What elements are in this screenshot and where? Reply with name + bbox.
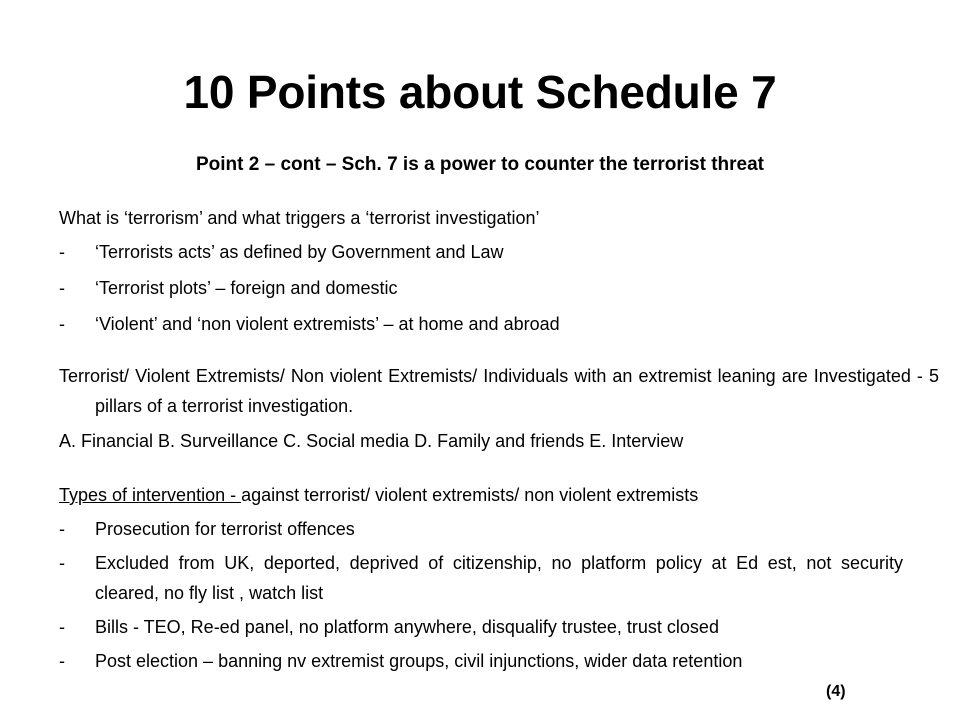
slide-subtitle: Point 2 – cont – Sch. 7 is a power to counter the terrorist threat	[195, 154, 764, 175]
definition-text: ‘Terrorists acts’ as defined by Government and Law	[95, 242, 504, 262]
interventions-heading-underlined: Types of intervention -	[59, 485, 242, 505]
slide-title: 10 Points about Schedule 7	[183, 66, 777, 118]
intervention-text: Post election – banning nv extremist groups, civil injunctions, wider data retention	[95, 651, 743, 671]
bullet-dash: -	[59, 242, 65, 262]
intervention-text: Prosecution for terrorist offences	[95, 519, 355, 539]
definition-text: ‘Violent’ and ‘non violent extremists’ – at home and abroad	[95, 314, 560, 334]
bullet-dash: -	[59, 553, 65, 573]
page-number: (4)	[826, 683, 846, 700]
bullet-dash: -	[59, 278, 65, 298]
bullet-dash: -	[59, 519, 65, 539]
question-text: What is ‘terrorism’ and what triggers a ‘terrorist investigation’	[59, 208, 540, 228]
definition-text: ‘Terrorist plots’ – foreign and domestic	[95, 278, 398, 298]
interventions-heading-rest: against terrorist/ violent extremists/ non violent extremists	[241, 485, 699, 505]
intervention-item	[59, 548, 903, 608]
bullet-dash: -	[59, 314, 65, 334]
interventions-heading	[59, 480, 698, 510]
intervention-text: Excluded from UK, deported, deprived of citizenship, no platform policy at Ed est, not security cleared, no fly list , watch list	[95, 553, 903, 603]
bullet-dash: -	[59, 651, 65, 671]
bullet-dash: -	[59, 617, 65, 637]
pillars-text: A. Financial B. Surveillance C. Social media D. Family and friends E. Interview	[59, 431, 684, 451]
intervention-text: Bills - TEO, Re-ed panel, no platform anywhere, disqualify trustee, trust closed	[95, 617, 719, 637]
investigation-paragraph: Terrorist/ Violent Extremists/ Non violent Extremists/ Individuals with an extremist leaning are Investigated - 5 pillars of a terrorist investigation.	[59, 366, 939, 416]
